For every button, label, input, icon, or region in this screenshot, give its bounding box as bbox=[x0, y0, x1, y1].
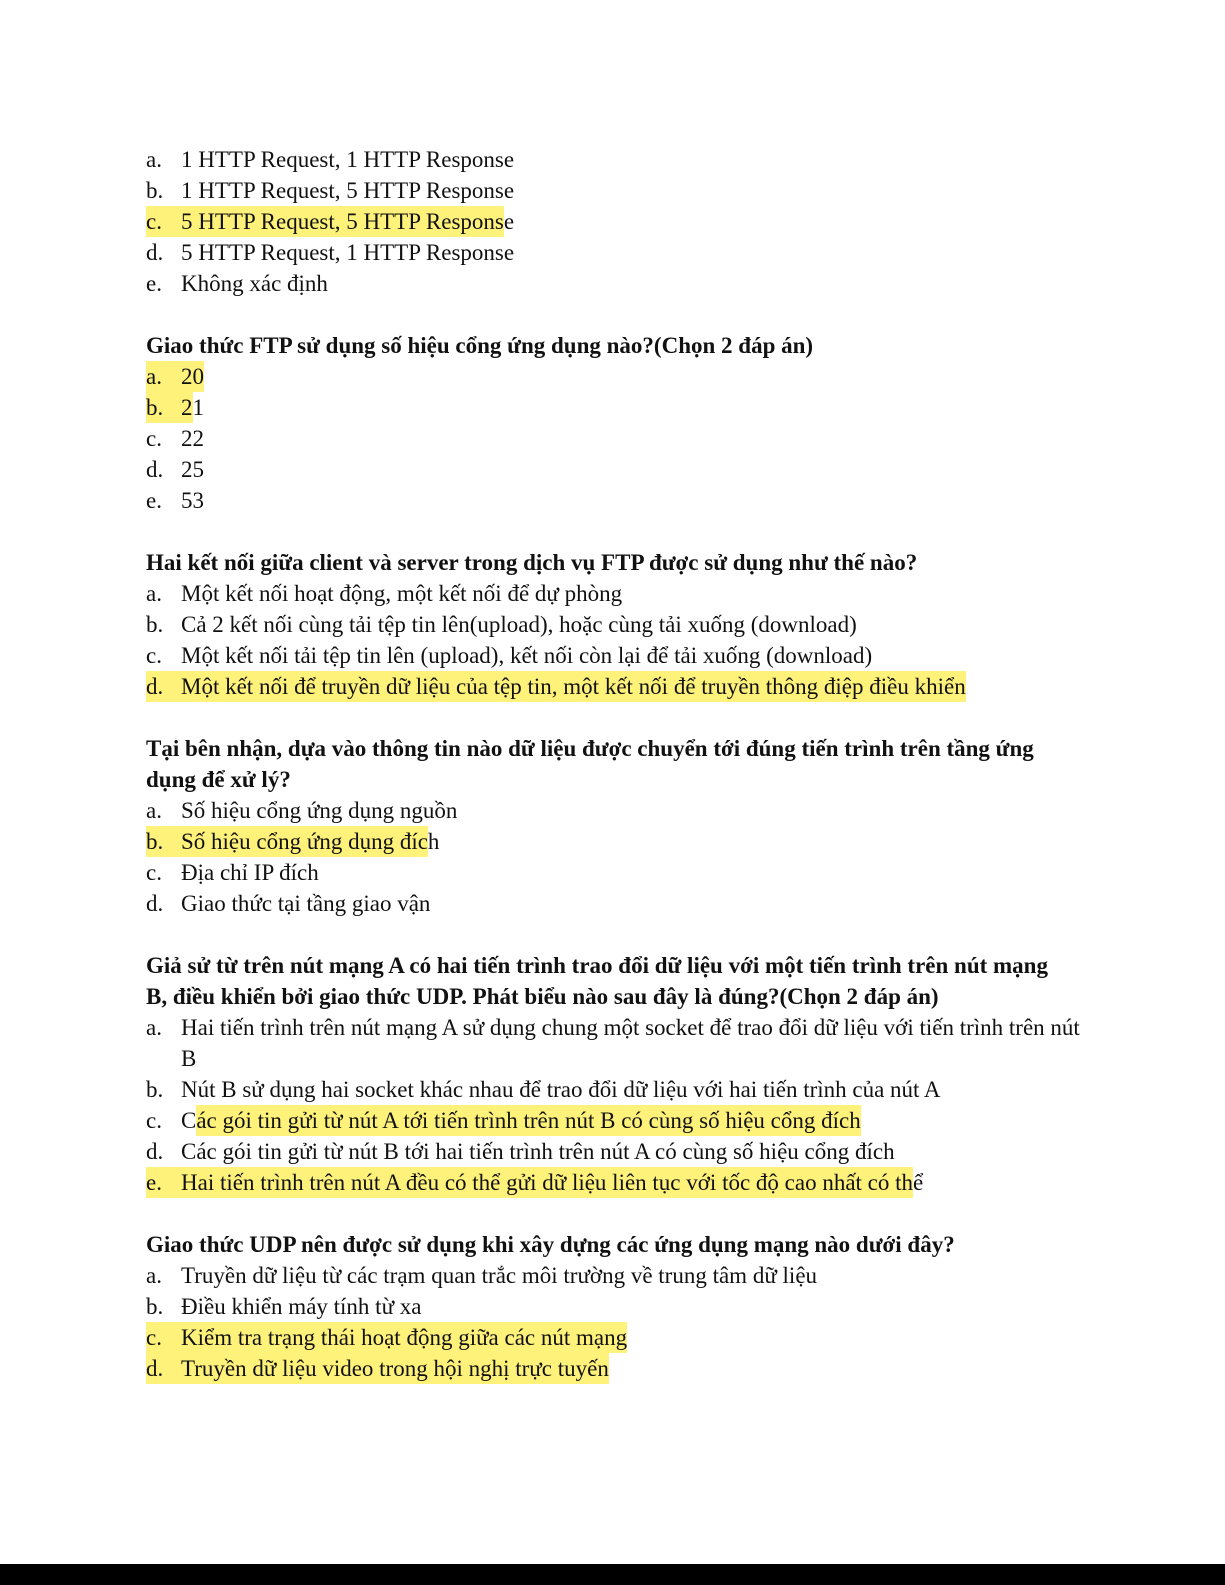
option-text: Điều khiển máy tính từ xa bbox=[181, 1294, 422, 1319]
option-text-tail: ể bbox=[913, 1170, 924, 1195]
question-block-receiver bbox=[146, 733, 1086, 919]
option-letter: c. bbox=[146, 1325, 162, 1350]
question-title-line1: Tại bên nhận, dựa vào thông tin nào dữ liệu được chuyển tới đúng tiến trình trên tầng ứng bbox=[146, 736, 1034, 761]
option-text: Một kết nối để truyền dữ liệu của tệp tin, một kết nối để truyền thông điệp điều khiển bbox=[181, 674, 966, 699]
option-text: 1 HTTP Request, 1 HTTP Response bbox=[181, 147, 515, 172]
option-c bbox=[146, 423, 1086, 454]
option-text: Giao thức tại tầng giao vận bbox=[181, 891, 431, 916]
option-letter: b. bbox=[146, 829, 164, 854]
option-letter: b. bbox=[146, 178, 164, 203]
document-page bbox=[146, 144, 1086, 1384]
highlight-mark bbox=[146, 361, 204, 392]
option-d-highlighted bbox=[146, 671, 1086, 702]
option-letter: c. bbox=[146, 643, 162, 668]
highlight-mark bbox=[146, 206, 504, 237]
option-text: 20 bbox=[181, 364, 204, 389]
option-text: 53 bbox=[181, 488, 204, 513]
option-letter: b. bbox=[146, 1077, 164, 1102]
option-c-highlighted bbox=[146, 1105, 1086, 1136]
option-letter: a. bbox=[146, 1263, 162, 1288]
question-title: Giao thức UDP nên được sử dụng khi xây dựng các ứng dụng mạng nào dưới đây? bbox=[146, 1232, 955, 1257]
option-c-highlighted bbox=[146, 1322, 1086, 1353]
option-text: 25 bbox=[181, 457, 204, 482]
option-b bbox=[146, 609, 1086, 640]
option-e-highlighted bbox=[146, 1167, 1086, 1198]
question-block-http bbox=[146, 144, 1086, 299]
page-bottom-edge bbox=[0, 1564, 1225, 1585]
highlight-mark bbox=[146, 1353, 609, 1384]
option-b bbox=[146, 1074, 1086, 1105]
option-text: Kiểm tra trạng thái hoạt động giữa các nút mạng bbox=[181, 1325, 628, 1350]
option-text: Số hiệu cổng ứng dụng đíc bbox=[181, 829, 428, 854]
option-d-highlighted bbox=[146, 1353, 1086, 1384]
option-text: Không xác định bbox=[181, 271, 328, 296]
option-text: Các gói tin gửi từ nút B tới hai tiến trình trên nút A có cùng số hiệu cổng đích bbox=[181, 1139, 895, 1164]
option-text: Truyền dữ liệu từ các trạm quan trắc môi trường về trung tâm dữ liệu bbox=[181, 1263, 818, 1288]
option-text-head: C bbox=[181, 1108, 197, 1133]
question-block-ftp-ports bbox=[146, 330, 1086, 516]
option-letter: a. bbox=[146, 581, 162, 606]
question-block-udp-processes bbox=[146, 950, 1086, 1198]
option-letter: b. bbox=[146, 1294, 164, 1319]
option-letter: a. bbox=[146, 364, 162, 389]
option-letter: e. bbox=[146, 271, 162, 296]
option-text: 5 HTTP Request, 5 HTTP Respons bbox=[181, 209, 504, 234]
option-text-tail: e bbox=[503, 209, 515, 234]
option-letter: e. bbox=[146, 488, 162, 513]
option-letter: a. bbox=[146, 1015, 162, 1040]
option-letter: a. bbox=[146, 147, 162, 172]
highlight-mark bbox=[146, 826, 428, 857]
option-letter: c. bbox=[146, 1108, 162, 1133]
option-letter: d. bbox=[146, 891, 164, 916]
option-c bbox=[146, 857, 1086, 888]
option-letter: c. bbox=[146, 209, 162, 234]
question-title-line1: Giả sử từ trên nút mạng A có hai tiến trình trao đổi dữ liệu với một tiến trình trên nút mạng bbox=[146, 953, 1048, 978]
option-text: Hai tiến trình trên nút mạng A sử dụng chung một socket để trao đổi dữ liệu với tiến trình trên nút B bbox=[181, 1015, 1080, 1071]
option-c bbox=[146, 640, 1086, 671]
option-text: 5 HTTP Request, 1 HTTP Response bbox=[181, 240, 515, 265]
question-title-line2: dụng để xử lý? bbox=[146, 767, 291, 792]
option-d bbox=[146, 237, 1086, 268]
option-text: Cả 2 kết nối cùng tải tệp tin lên(upload), hoặc cùng tải xuống (download) bbox=[181, 612, 857, 637]
option-letter: d. bbox=[146, 457, 164, 482]
option-a bbox=[146, 1260, 1086, 1291]
option-b bbox=[146, 1291, 1086, 1322]
option-b bbox=[146, 175, 1086, 206]
option-letter: e. bbox=[146, 1170, 162, 1195]
option-d bbox=[146, 1136, 1086, 1167]
option-letter: a. bbox=[146, 798, 162, 823]
option-text: 2 bbox=[181, 395, 193, 420]
highlight-mark bbox=[146, 1322, 627, 1353]
option-letter: d. bbox=[146, 1139, 164, 1164]
question-title: Hai kết nối giữa client và server trong dịch vụ FTP được sử dụng như thế nào? bbox=[146, 550, 918, 575]
option-text: Nút B sử dụng hai socket khác nhau để trao đổi dữ liệu với hai tiến trình của nút A bbox=[181, 1077, 941, 1102]
highlight-mark: ác gói tin gửi từ nút A tới tiến trình trên nút B có cùng số hiệu cổng đích bbox=[196, 1105, 860, 1136]
option-e bbox=[146, 268, 1086, 299]
option-c-highlighted bbox=[146, 206, 1086, 237]
option-a bbox=[146, 795, 1086, 826]
option-letter: d. bbox=[146, 240, 164, 265]
option-text-tail: h bbox=[427, 829, 440, 854]
option-text: 1 HTTP Request, 5 HTTP Response bbox=[181, 178, 515, 203]
option-letter: d. bbox=[146, 674, 164, 699]
option-letter: c. bbox=[146, 860, 162, 885]
option-text: Truyền dữ liệu video trong hội nghị trực tuyến bbox=[181, 1356, 609, 1381]
option-text: Một kết nối tải tệp tin lên (upload), kết nối còn lại để tải xuống (download) bbox=[181, 643, 873, 668]
option-text: Một kết nối hoạt động, một kết nối để dự phòng bbox=[181, 581, 623, 606]
option-letter: b. bbox=[146, 395, 164, 420]
option-text: Địa chỉ IP đích bbox=[181, 860, 319, 885]
question-title: Giao thức FTP sử dụng số hiệu cổng ứng dụng nào?(Chọn 2 đáp án) bbox=[146, 333, 814, 358]
question-block-udp-apps bbox=[146, 1229, 1086, 1384]
option-e bbox=[146, 485, 1086, 516]
option-letter: c. bbox=[146, 426, 162, 451]
highlight-mark bbox=[146, 392, 193, 423]
question-title-line2: B, điều khiển bởi giao thức UDP. Phát biểu nào sau đây là đúng?(Chọn 2 đáp án) bbox=[146, 984, 939, 1009]
option-a bbox=[146, 144, 1086, 175]
option-b-highlighted bbox=[146, 392, 1086, 423]
option-a-highlighted bbox=[146, 361, 1086, 392]
option-letter: d. bbox=[146, 1356, 164, 1381]
option-text: Số hiệu cổng ứng dụng nguồn bbox=[181, 798, 458, 823]
option-text: 22 bbox=[181, 426, 204, 451]
option-text: Hai tiến trình trên nút A đều có thể gửi dữ liệu liên tục với tốc độ cao nhất có th bbox=[181, 1170, 914, 1195]
option-d bbox=[146, 888, 1086, 919]
option-a bbox=[146, 578, 1086, 609]
option-letter: b. bbox=[146, 612, 164, 637]
highlight-mark bbox=[146, 1167, 913, 1198]
option-d bbox=[146, 454, 1086, 485]
option-text-tail: 1 bbox=[192, 395, 204, 420]
question-block-ftp-connections bbox=[146, 547, 1086, 702]
highlight-mark bbox=[146, 671, 966, 702]
option-a bbox=[146, 1012, 1086, 1074]
option-b-highlighted bbox=[146, 826, 1086, 857]
